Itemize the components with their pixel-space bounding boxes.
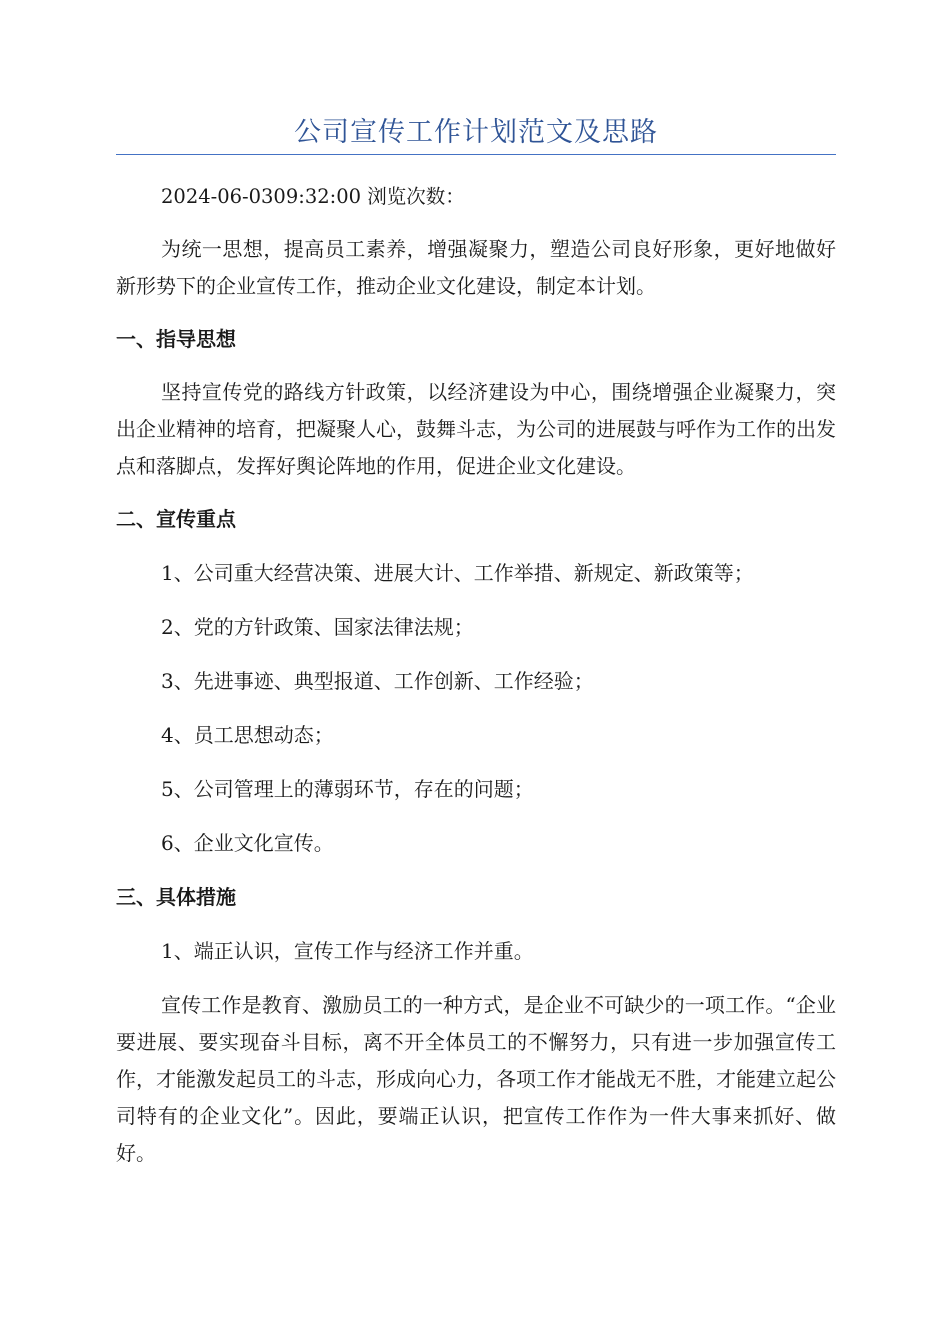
section-heading-guiding-thought: 一、指导思想: [116, 327, 236, 351]
list-item: 5、公司管理上的薄弱环节，存在的问题；: [161, 777, 534, 801]
document-page: [116, 0, 836, 1172]
section-heading-specific-measures: 三、具体措施: [116, 885, 236, 909]
document-title: 公司宣传工作计划范文及思路: [294, 117, 658, 148]
publish-meta: 2024-06-0309:32:00 浏览次数：: [161, 185, 465, 208]
list-item: 6、企业文化宣传。: [161, 831, 334, 855]
list-item: 2、党的方针政策、国家法律法规；: [161, 615, 474, 639]
list-item: 1、公司重大经营决策、进展大计、工作举措、新规定、新政策等；: [161, 561, 754, 585]
section-heading-publicity-focus: 二、宣传重点: [116, 507, 236, 531]
list-item: 4、员工思想动态；: [161, 723, 334, 747]
guiding-thought-paragraph: 坚持宣传党的路线方针政策，以经济建设为中心，围绕增强企业凝聚力，突出企业精神的培育，把凝聚人心，鼓舞斗志，为公司的进展鼓与呼作为工作的出发点和落脚点，发挥好舆论阵地的作用，促进企业文化建设。: [116, 380, 836, 478]
list-item: 3、先进事迹、典型报道、工作创新、工作经验；: [161, 669, 594, 693]
list-item: 1、端正认识，宣传工作与经济工作并重。: [161, 939, 534, 963]
measures-paragraph: 宣传工作是教育、激励员工的一种方式，是企业不可缺少的一项工作。“企业要进展、要实现奋斗目标，离不开全体员工的不懈努力，只有进一步加强宣传工作，才能激发起员工的斗志，形成向心力，各项工作才能战无不胜，才能建立起公司特有的企业文化”。因此，要端正认识，把宣传工作作为一件大事来抓好、做好。: [116, 993, 836, 1165]
intro-paragraph: 为统一思想，提高员工素养，增强凝聚力，塑造公司良好形象，更好地做好新形势下的企业宣传工作，推动企业文化建设，制定本计划。: [116, 237, 836, 298]
title-underline: [116, 154, 836, 155]
